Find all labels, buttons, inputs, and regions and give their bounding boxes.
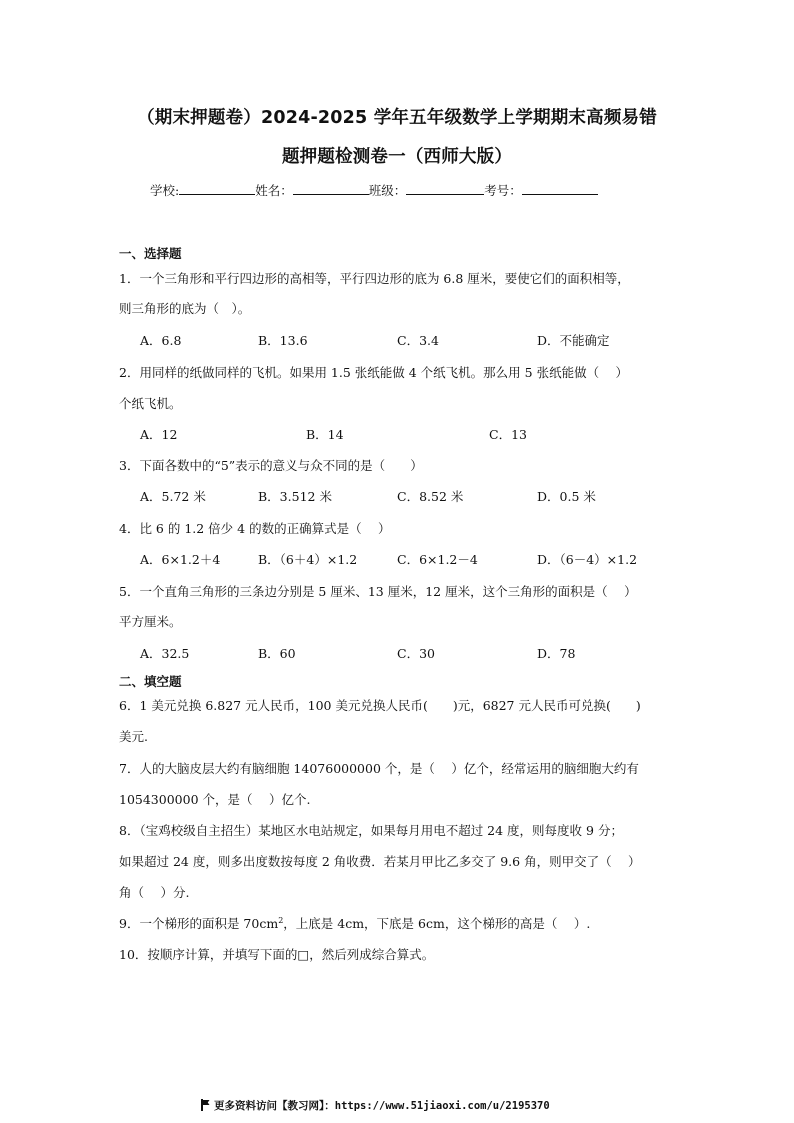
question-1-line2: 则三角形的底为（ ）。 bbox=[119, 301, 251, 316]
question-8-line1: 8．（宝鸡校级自主招生）某地区水电站规定，如果每月用电不超过 24 度，则每度收 9 分； bbox=[119, 823, 623, 838]
question-1-option-d[interactable]: D．不能确定 bbox=[537, 333, 610, 348]
question-4-line1: 4．比 6 的 1.2 倍少 4 的数的正确算式是（ ） bbox=[119, 521, 391, 536]
footer-link[interactable] bbox=[200, 1099, 550, 1113]
question-5-option-d[interactable]: D．78 bbox=[537, 646, 576, 661]
question-3-option-d[interactable]: D．0.5 米 bbox=[537, 489, 596, 504]
question-9-text-start: 9．一个梯形的面积是 70cm bbox=[119, 916, 279, 931]
question-5-option-c[interactable]: C．30 bbox=[397, 646, 435, 661]
question-8-line2: 如果超过 24 度，则多出度数按每度 2 角收费．若某月甲比乙多交了 9.6 角，则甲交了（ ） bbox=[119, 854, 641, 869]
section-heading-choice: 一、选择题 bbox=[119, 246, 182, 261]
question-2-option-b[interactable]: B．14 bbox=[306, 427, 344, 442]
question-3-option-a[interactable]: A．5.72 米 bbox=[140, 489, 206, 504]
question-9-line1 bbox=[119, 915, 590, 933]
question-7-line2: 1054300000 个，是（ ）亿个. bbox=[119, 792, 311, 807]
section-heading-fill: 二、填空题 bbox=[119, 674, 182, 689]
number-blank[interactable] bbox=[522, 194, 598, 195]
question-2-option-a[interactable]: A．12 bbox=[140, 427, 178, 442]
question-8-line3: 角（ ）分. bbox=[119, 885, 190, 900]
question-5-line1: 5．一个直角三角形的三条边分别是 5 厘米、13 厘米，12 厘米，这个三角形的面积是（ ） bbox=[119, 584, 637, 599]
question-3-option-c[interactable]: C．8.52 米 bbox=[397, 489, 464, 504]
question-7-line1: 7．人的大脑皮层大约有脑细胞 14076000000 个，是（ ）亿个，经常运用的脑细胞大约有 bbox=[119, 761, 639, 776]
class-blank[interactable] bbox=[406, 194, 484, 195]
question-6-line1: 6．1 美元兑换 6.827 元人民币，100 美元兑换人民币( )元，6827 元人民币可兑换( ) bbox=[119, 698, 641, 713]
page-title-line2: 题押题检测卷一（西师大版） bbox=[281, 147, 513, 167]
question-2-line2: 个纸飞机。 bbox=[119, 396, 182, 411]
question-10-line1: 10．按顺序计算，并填写下面的□，然后列成综合算式。 bbox=[119, 947, 435, 962]
name-label: 姓名： bbox=[255, 183, 293, 198]
question-6-line2: 美元. bbox=[119, 729, 148, 744]
question-5-line2: 平方厘米。 bbox=[119, 614, 182, 629]
name-blank[interactable] bbox=[293, 194, 369, 195]
footer-text: 更多资料访问【教习网】：https://www.51jiaoxi.com/u/2195370 bbox=[214, 1100, 550, 1112]
question-3-option-b[interactable]: B．3.512 米 bbox=[258, 489, 332, 504]
question-4-option-c[interactable]: C．6×1.2－4 bbox=[397, 552, 478, 567]
page-title-line1: （期末押题卷）2024-2025 学年五年级数学上学期期末高频易错 bbox=[137, 108, 657, 128]
question-5-option-a[interactable]: A．32.5 bbox=[140, 646, 190, 661]
flag-icon bbox=[200, 1099, 210, 1111]
number-label: 考号： bbox=[484, 183, 522, 198]
question-9-text-end: ，上底是 4cm，下底是 6cm，这个梯形的高是（ ）. bbox=[283, 916, 591, 931]
question-1-option-b[interactable]: B．13.6 bbox=[258, 333, 308, 348]
question-3-line1: 3．下面各数中的“5”表示的意义与众不同的是（ ） bbox=[119, 458, 423, 473]
question-2-option-c[interactable]: C．13 bbox=[489, 427, 527, 442]
question-5-option-b[interactable]: B．60 bbox=[258, 646, 296, 661]
question-4-option-a[interactable]: A．6×1.2＋4 bbox=[140, 552, 221, 567]
school-blank[interactable] bbox=[179, 194, 255, 195]
class-label: 班级： bbox=[368, 183, 407, 198]
question-1-option-c[interactable]: C．3.4 bbox=[397, 333, 439, 348]
student-info-row bbox=[150, 182, 644, 200]
school-label: 学校: bbox=[150, 183, 180, 198]
question-9-superscript: 2 bbox=[278, 915, 284, 925]
question-1-option-a[interactable]: A．6.8 bbox=[140, 333, 182, 348]
question-4-option-b[interactable]: B．（6＋4）×1.2 bbox=[258, 552, 358, 567]
question-4-option-d[interactable]: D．（6－4）×1.2 bbox=[537, 552, 638, 567]
question-1-line1: 1．一个三角形和平行四边形的高相等，平行四边形的底为 6.8 厘米，要使它们的面积相等， bbox=[119, 271, 630, 286]
question-2-line1: 2．用同样的纸做同样的飞机。如果用 1.5 张纸能做 4 个纸飞机。那么用 5 张纸能做（ ） bbox=[119, 365, 629, 380]
